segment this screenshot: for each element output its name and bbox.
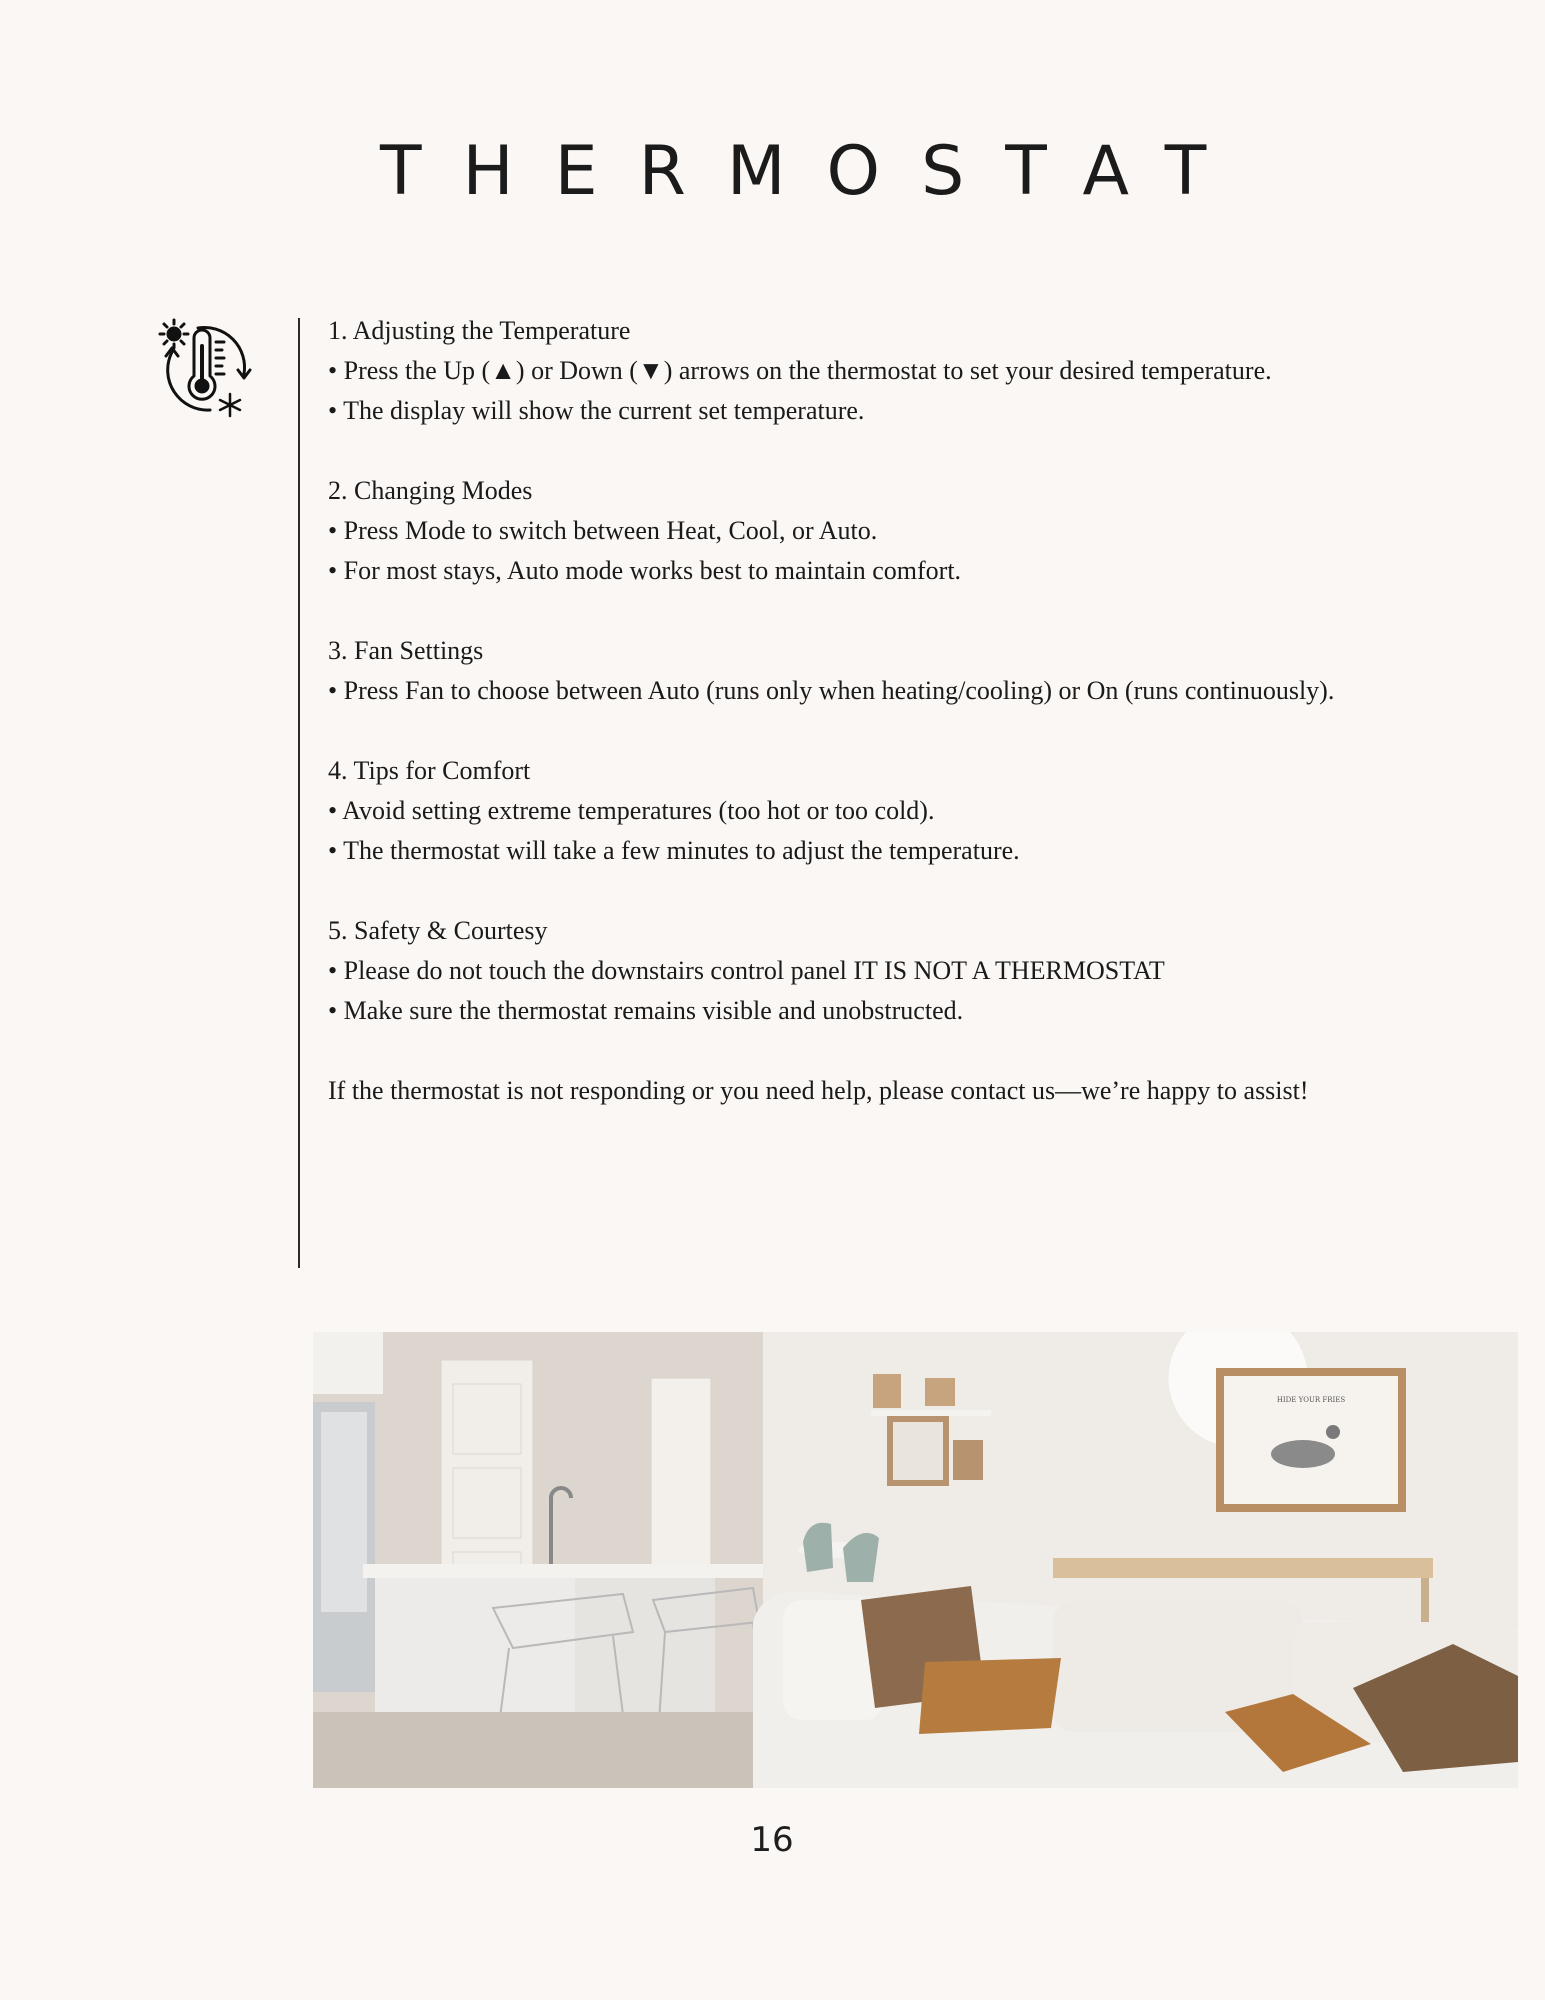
closing-note: If the thermostat is not responding or you need help, please contact us—we’re happy to assist! xyxy=(328,1076,1309,1105)
section-heading: 2. Changing Modes xyxy=(328,476,533,505)
vertical-divider xyxy=(298,318,300,1268)
section-heading: 1. Adjusting the Temperature xyxy=(328,316,631,345)
frame-text: HIDE YOUR FRIES xyxy=(1276,1396,1346,1404)
bullet-item: • The thermostat will take a few minutes to adjust the temperature. xyxy=(328,836,1020,865)
thermostat-instructions xyxy=(328,311,1358,1111)
bullet-item: • Avoid setting extreme temperatures (too hot or too cold). xyxy=(328,796,935,825)
thermostat-icon xyxy=(150,312,260,422)
bullet-item: • Make sure the thermostat remains visible and unobstructed. xyxy=(328,996,964,1025)
bullet-item: • The display will show the current set temperature. xyxy=(328,396,865,425)
section-heading: 5. Safety & Courtesy xyxy=(328,916,548,945)
page-title: THERMOSTAT xyxy=(380,132,1248,211)
section-heading: 4. Tips for Comfort xyxy=(328,756,531,785)
bullet-item: • Please do not touch the downstairs control panel IT IS NOT A THERMOSTAT xyxy=(328,956,1165,985)
bullet-item: • Press Mode to switch between Heat, Cool, or Auto. xyxy=(328,516,878,545)
section-adjusting-temperature xyxy=(328,311,1358,431)
section-heading: 3. Fan Settings xyxy=(328,636,484,665)
page-number: 16 xyxy=(750,1820,794,1860)
bullet-item: • For most stays, Auto mode works best to maintain comfort. xyxy=(328,556,962,585)
living-room-illustration xyxy=(313,1332,1518,1788)
section-fan-settings xyxy=(328,631,1358,711)
section-tips-for-comfort xyxy=(328,751,1358,871)
section-safety-courtesy xyxy=(328,911,1358,1031)
bullet-item: • Press the Up (▲) or Down (▼) arrows on the thermostat to set your desired temperature. xyxy=(328,356,1272,385)
section-changing-modes xyxy=(328,471,1358,591)
living-room-photo xyxy=(313,1332,1518,1788)
bullet-item: • Press Fan to choose between Auto (runs only when heating/cooling) or On (runs continuously). xyxy=(328,676,1335,705)
